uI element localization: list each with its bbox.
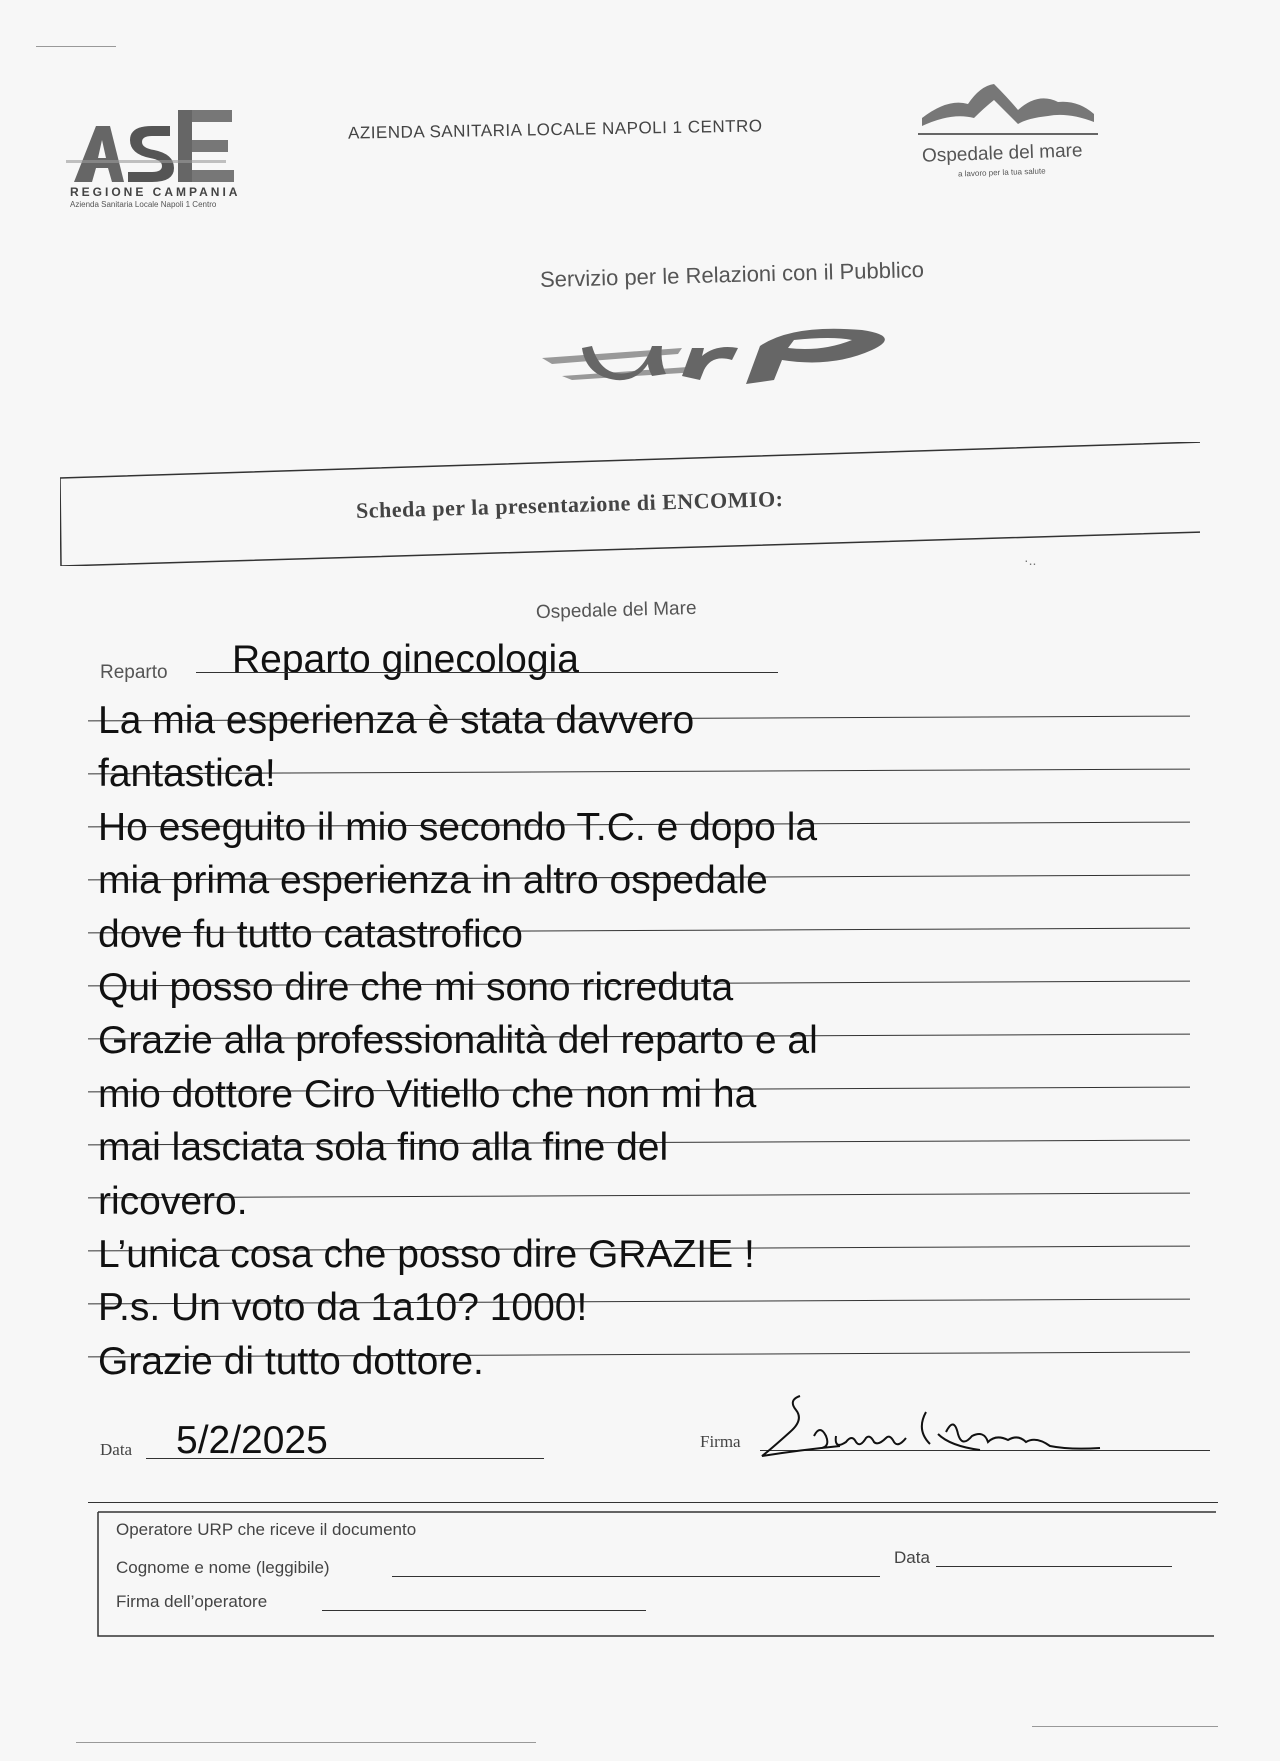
- hospital-name: Ospedale del Mare: [535, 597, 697, 624]
- body-line: Ho eseguito il mio secondo T.C. e dopo la: [98, 805, 818, 849]
- body-line: L’unica cosa che posso dire GRAZIE !: [98, 1233, 755, 1277]
- operator-sign-label: Firma dell’operatore: [116, 1592, 268, 1611]
- encomio-body[interactable]: [98, 694, 953, 1388]
- scan-mark: ·..: [1024, 552, 1037, 568]
- data-underline: [146, 1458, 544, 1459]
- body-line: mio dottore Ciro Vitiello che non mi ha: [98, 1072, 757, 1116]
- hospital-logo-tagline: a lavoro per la tua salute: [957, 166, 1046, 179]
- asl-subtitle: Azienda Sanitaria Locale Napoli 1 Centro: [70, 200, 217, 209]
- handwritten-signature: [760, 1390, 1140, 1470]
- operator-sign-field[interactable]: [322, 1610, 646, 1611]
- urp-logo: [532, 318, 902, 390]
- reparto-label: Reparto: [100, 662, 168, 683]
- ospedale-del-mare-logo: [918, 78, 1098, 148]
- body-line: La mia esperienza è stata davvero: [98, 699, 695, 742]
- service-title: Servizio per le Relazioni con il Pubblico: [539, 256, 925, 293]
- operator-date-label: Data: [894, 1548, 930, 1567]
- operator-date-field[interactable]: [936, 1566, 1172, 1567]
- body-line: mia prima esperienza in altro ospedale: [98, 859, 768, 903]
- operator-title: Operatore URP che riceve il documento: [116, 1520, 417, 1539]
- body-line: Grazie alla professionalità del reparto e al: [98, 1019, 818, 1063]
- body-line: mai lasciata sola fino alla fine del: [98, 1126, 669, 1170]
- form-title: Scheda per la presentazione di ENCOMIO:: [355, 486, 784, 523]
- body-line: ricovero.: [98, 1179, 248, 1223]
- body-line: P.s. Un voto da 1a10? 1000!: [98, 1286, 588, 1330]
- firma-label: Firma: [700, 1432, 741, 1451]
- operator-name-label: Cognome e nome (leggibile): [116, 1558, 330, 1577]
- scan-line: [36, 46, 116, 47]
- hospital-logo-name: Ospedale del mare: [921, 140, 1083, 167]
- separator-line: [88, 1502, 1218, 1503]
- reparto-underline: [196, 672, 778, 673]
- reparto-value[interactable]: Reparto ginecologia: [232, 638, 579, 681]
- scan-line: [76, 1742, 536, 1743]
- body-line: fantastica!: [98, 752, 276, 796]
- scan-line: [1032, 1726, 1218, 1727]
- body-line: Grazie di tutto dottore.: [98, 1339, 484, 1383]
- body-line: dove fu tutto catastrofico: [98, 912, 523, 956]
- operator-name-field[interactable]: [392, 1576, 880, 1577]
- data-value[interactable]: 5/2/2025: [176, 1419, 328, 1462]
- azienda-heading: AZIENDA SANITARIA LOCALE NAPOLI 1 CENTRO: [347, 116, 763, 143]
- asl-region-label: REGIONE CAMPANIA: [70, 185, 241, 199]
- data-label: Data: [100, 1440, 133, 1459]
- body-line: Qui posso dire che mi sono ricreduta: [98, 966, 734, 1010]
